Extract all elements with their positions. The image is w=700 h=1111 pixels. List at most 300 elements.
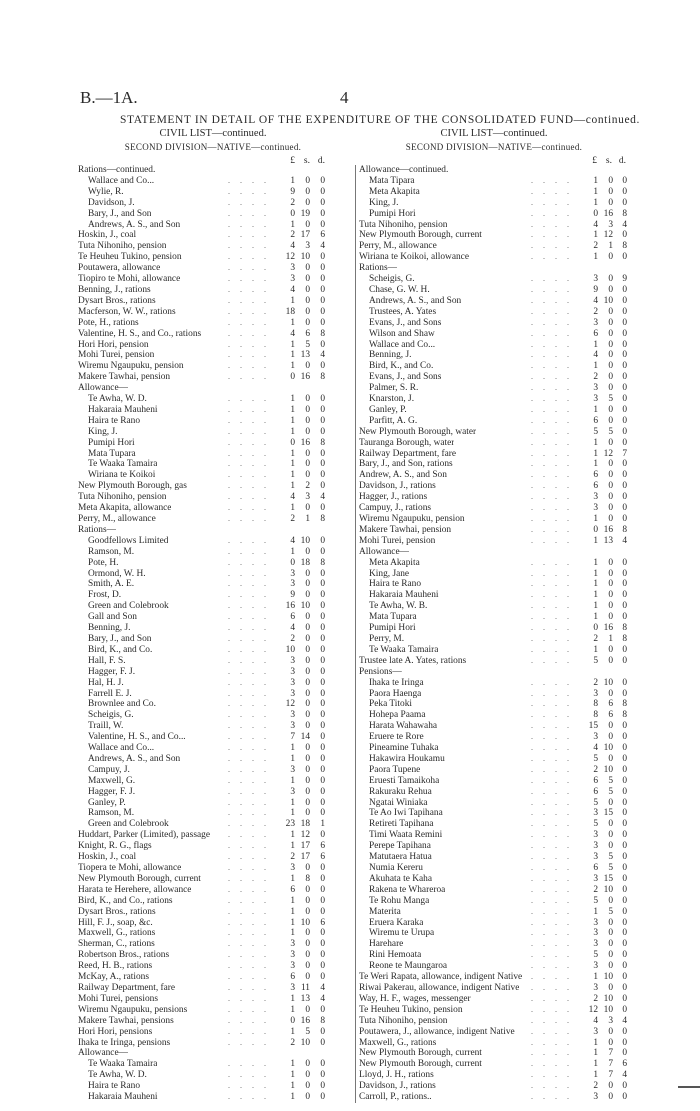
pence-value: 0 [622,873,627,884]
shillings-value: 0 [305,928,310,939]
leader-dots: . . . . [228,612,270,622]
pounds-value: 3 [290,764,295,775]
pounds-value: 1 [290,404,295,415]
pounds-value: 2 [593,306,598,317]
pence-value: 0 [320,219,325,230]
entry-name: Eruere te Rore [369,732,424,743]
shillings-value: 0 [305,415,310,426]
pence-value: 0 [320,1026,325,1037]
pounds-value: 3 [290,710,295,721]
shillings-value: 17 [300,841,310,852]
shillings-value: 5 [608,863,613,873]
entry-name: Andrews, A. S., and Son [88,753,181,764]
list-item [356,230,636,241]
pence-value: 0 [622,797,627,808]
shillings-value: 0 [305,688,310,699]
entry-name: Rakuraku Rehua [369,786,432,797]
list-item [78,547,351,558]
shillings-value: 0 [608,470,613,481]
leader-dots: . . . . [531,655,573,665]
entry-name: New Plymouth Borough, current [359,1059,482,1070]
entry-name: Maxwell, G., rations [359,1037,437,1048]
pence-value: 0 [622,295,627,306]
entry-name: Ihaka te Iringa, pensions [78,1037,171,1048]
shillings-value: 0 [608,655,613,666]
shillings-value: 0 [305,186,310,197]
list-item [78,863,351,874]
shillings-value: 0 [305,361,310,372]
list-item [78,350,351,361]
list-item [356,918,636,929]
entry-name: Wallace and Co... [88,175,155,186]
pence-value: 0 [320,601,325,612]
entry-name: Te Waaka Tamaira [88,459,158,470]
leader-dots: . . . . [531,1070,573,1080]
pence-value: 0 [622,655,627,666]
pence-value: 0 [320,448,325,459]
pounds-value: 1 [290,917,295,928]
entry-name: King, Jane [369,568,410,579]
shillings-value: 3 [305,492,310,503]
pence-value: 6 [622,1059,627,1070]
shillings-value: 15 [603,808,613,819]
shillings-value: 1 [608,241,613,252]
list-item [356,590,636,601]
shillings-value: 0 [305,863,310,873]
pounds-value: 4 [593,295,598,306]
leader-dots: . . . . [228,939,270,949]
pence-value: 0 [622,819,627,830]
pounds-value: 1 [290,1004,295,1015]
shillings-value: 11 [300,982,310,993]
leader-dots: . . . . [531,1015,573,1025]
pence-value: 0 [320,830,325,841]
pence-value: 0 [320,459,325,470]
leader-dots: . . . . [228,579,270,589]
pounds-value: 2 [290,852,295,863]
pounds-value: 6 [593,415,598,426]
shillings-value: 0 [608,197,613,208]
shillings-value: 13 [300,350,310,361]
leader-dots: . . . . [228,873,270,883]
entry-name: Knarston, J. [369,394,415,405]
entry-name: Hakaraia Mauheni [88,1092,158,1103]
shillings-value: 10 [300,252,310,263]
pence-value: 0 [320,775,325,786]
list-item [356,896,636,907]
leader-dots: . . . . [228,982,270,992]
list-item [78,383,351,394]
pounds-value: 4 [290,241,295,252]
shillings-value: 0 [608,361,613,372]
list-item [356,852,636,863]
shillings-value: 0 [608,917,613,928]
pence-value: 6 [320,852,325,863]
shillings-value: 0 [305,590,310,601]
list-item [356,361,636,372]
pence-value: 0 [622,426,627,437]
pence-value: 0 [622,982,627,993]
list-item [78,438,351,449]
pounds-value: 1 [290,1026,295,1037]
entry-name: Ihaka te Iringa [369,677,424,688]
leader-dots: . . . . [531,710,573,720]
list-item [356,808,636,819]
entry-name: Mohi Turei, pension [359,535,436,546]
pounds-value: 1 [593,972,598,983]
entry-name: Hill, F. J., soap, &c. [78,917,153,928]
pounds-value: 3 [290,863,295,873]
pence-value: 8 [622,524,627,535]
entry-name: Te Awha, W. D. [88,1070,147,1081]
pence-value: 0 [622,688,627,699]
entry-name: Wiremu te Urupa [369,928,435,939]
pence-value: 8 [320,372,325,383]
entry-name: Wiriana te Koikoi [88,470,156,481]
shillings-value: 0 [305,1081,310,1092]
pence-value: 8 [320,1015,325,1026]
list-item [356,252,636,263]
entry-name: Scheigis, G. [88,710,134,721]
list-item [78,569,351,580]
list-item [78,579,351,590]
pence-value: 0 [622,939,627,950]
leader-dots: . . . . [228,797,270,807]
pence-value: 4 [320,982,325,993]
list-item [356,841,636,852]
list-item [356,994,636,1005]
shillings-value: 3 [608,1015,613,1026]
list-item [78,961,351,972]
entry-name: Reone te Maungaroa [369,961,448,972]
pence-value: 0 [622,197,627,208]
list-item [78,220,351,231]
entry-name: Pumipi Hori [88,437,135,448]
pence-value: 4 [320,492,325,503]
entry-name: Te Ao Iwi Tapihana [369,808,443,819]
list-item [356,983,636,994]
leader-dots: . . . . [531,743,573,753]
leader-dots: . . . . [228,841,270,851]
leader-dots: . . . . [531,252,573,262]
list-item [356,470,636,481]
leader-dots: . . . . [228,448,270,458]
leader-dots: . . . . [228,753,270,763]
left-expenditure-column [78,165,351,1103]
list-item [356,481,636,492]
list-item [356,874,636,885]
shillings-value: 0 [305,764,310,775]
pounds-value: 0 [593,623,598,634]
list-item [78,612,351,623]
pence-value: 0 [622,394,627,405]
pounds-value: 15 [588,721,598,732]
shillings-value: 0 [305,721,310,732]
entry-name: Benning, J. [369,350,412,361]
entry-name: Wiremu Ngaupuku, pensions [78,1004,188,1015]
shillings-value: 0 [608,950,613,961]
shillings-header: s. [605,156,612,166]
entry-name: Parfitt, A. G. [369,415,418,426]
entry-name: Goodfellows Limited [88,535,169,546]
leader-dots: . . . . [531,1026,573,1036]
shillings-value: 0 [305,786,310,797]
entry-name: Tuta Nihoniho, pension [359,1015,448,1026]
list-item [78,503,351,514]
list-item [78,939,351,950]
shillings-value: 0 [305,1004,310,1015]
pounds-value: 3 [593,383,598,394]
pounds-value: 3 [593,688,598,699]
leader-dots: . . . . [531,841,573,851]
shillings-value: 5 [305,339,310,350]
shillings-value: 0 [608,601,613,612]
list-item [78,918,351,929]
shillings-value: 0 [305,219,310,230]
entry-name: Smith, A. E. [88,579,135,590]
list-item [356,329,636,340]
list-item [78,819,351,830]
list-item [356,263,636,274]
pence-value: 0 [320,808,325,819]
pence-value: 0 [622,372,627,383]
pounds-value: 12 [285,252,295,263]
pounds-value: 1 [593,437,598,448]
entry-name: Green and Colebrook [88,601,169,612]
left-column-heading: CIVIL LIST—continued. [159,128,267,139]
pence-value: 0 [320,317,325,328]
entry-name: Davidson, J., rations [359,1081,436,1092]
entry-name: King, J. [88,426,118,437]
list-item [78,896,351,907]
pounds-value: 2 [290,633,295,644]
list-item [356,176,636,187]
pounds-value: 1 [290,743,295,754]
pounds-value: 2 [593,372,598,383]
pounds-value: 3 [593,1092,598,1103]
list-item [78,525,351,536]
entry-name: Wiremu Ngaupuku, pension [78,361,184,372]
pence-value: 0 [622,404,627,415]
pence-value: 0 [622,808,627,819]
pounds-value: 3 [593,274,598,285]
entry-name: Allowance— [359,546,409,557]
shillings-value: 0 [608,732,613,743]
list-item [356,1048,636,1059]
pence-value: 0 [622,830,627,841]
list-item [78,590,351,601]
list-item [78,416,351,427]
pounds-value: 2 [593,993,598,1004]
shillings-value: 10 [300,535,310,546]
leader-dots: . . . . [228,514,270,523]
shillings-value: 10 [603,884,613,895]
shillings-value: 7 [608,1070,613,1081]
leader-dots: . . . . [531,982,573,992]
entry-name: Campuy, J. [88,764,130,775]
entry-name: Way, H. F., wages, messenger [359,993,471,1004]
shillings-value: 0 [608,557,613,568]
shillings-value: 0 [305,699,310,710]
list-item [356,601,636,612]
list-item [356,754,636,765]
right-column-subheading: SECOND DIVISION—NATIVE—continued. [405,142,583,152]
entry-name: New Plymouth Borough, current [359,230,482,241]
leader-dots: . . . . [531,623,573,633]
entry-name: King, J. [369,197,399,208]
list-item [356,830,636,841]
shillings-value: 0 [305,710,310,721]
pence-value: 0 [622,732,627,743]
shillings-value: 0 [608,503,613,514]
leader-dots: . . . . [228,590,270,600]
pence-value: 0 [320,252,325,263]
entry-name: Valentine, H. S., and Co., rations [78,328,202,339]
shillings-value: 0 [608,895,613,906]
shillings-value: 16 [603,623,613,634]
leader-dots: . . . . [228,950,270,960]
entry-name: Railway Department, fare [78,982,176,993]
pounds-value: 6 [593,863,598,873]
leader-dots: . . . . [531,306,573,316]
list-item [356,492,636,503]
leader-dots: . . . . [531,830,573,840]
list-item [78,252,351,263]
shillings-value: 0 [608,753,613,764]
pence-value: 0 [622,361,627,372]
shillings-value: 0 [608,404,613,415]
list-item [356,296,636,307]
list-item [78,907,351,918]
leader-dots: . . . . [531,503,573,513]
entry-name: Peka Titoki [369,699,412,710]
entry-name: Perry, M., allowance [359,241,437,252]
pounds-value: 1 [593,252,598,263]
pounds-value: 9 [290,186,295,197]
leader-dots: . . . . [531,884,573,894]
shillings-value: 16 [603,524,613,535]
pence-value: 0 [320,197,325,208]
list-item [78,841,351,852]
entry-name: Andrews, A. S., and Son [88,219,181,230]
shillings-value: 16 [603,208,613,219]
pence-value: 0 [320,535,325,546]
entry-name: Mata Tipara [369,175,415,186]
shillings-value: 0 [608,492,613,503]
pence-value: 8 [320,328,325,339]
shillings-value: 16 [300,372,310,383]
leader-dots: . . . . [228,481,270,491]
leader-dots: . . . . [531,415,573,425]
leader-dots: . . . . [228,274,270,284]
pence-value: 0 [320,404,325,415]
list-item [356,383,636,394]
pence-value: 0 [320,939,325,950]
leader-dots: . . . . [531,241,573,251]
shillings-value: 7 [608,1048,613,1059]
pence-value: 0 [320,394,325,405]
pence-value: 0 [622,743,627,754]
list-item [356,950,636,961]
pence-value: 0 [622,1048,627,1059]
shillings-value: 0 [305,1092,310,1103]
entry-name: Te Heuheu Tukino, pension [359,1004,463,1015]
leader-dots: . . . . [228,601,270,611]
leader-dots: . . . . [531,928,573,938]
statement-title: STATEMENT IN DETAIL OF THE EXPENDITURE OF THE CONSOLIDATED FUND—continued. [120,114,640,126]
entry-name: Pote, H. [88,557,119,568]
leader-dots: . . . . [531,950,573,960]
pounds-value: 0 [290,208,295,219]
shillings-value: 10 [603,295,613,306]
leader-dots: . . . . [228,372,270,382]
list-item [78,470,351,481]
pence-value: 0 [622,764,627,775]
list-item [78,209,351,220]
entry-name: Haira te Rano [369,579,422,590]
list-item [78,361,351,372]
entry-name: Trustee late A. Yates, rations [359,655,467,666]
shillings-value: 10 [603,1004,613,1015]
pence-value: 0 [622,568,627,579]
leader-dots: . . . . [228,241,270,251]
pounds-value: 5 [593,753,598,764]
list-item [78,928,351,939]
list-item [356,1059,636,1070]
shillings-value: 0 [608,841,613,852]
entry-name: Te Rohu Manga [369,895,430,906]
pence-value: 0 [622,252,627,263]
shillings-value: 0 [305,612,310,623]
leader-dots: . . . . [531,481,573,491]
shillings-value: 0 [608,961,613,972]
shillings-value: 0 [305,284,310,295]
list-item [356,569,636,580]
list-item [356,863,636,874]
pounds-value: 4 [290,328,295,339]
leader-dots: . . . . [228,808,270,818]
pounds-value: 4 [290,535,295,546]
leader-dots: . . . . [531,677,573,687]
leader-dots: . . . . [228,895,270,905]
shillings-value: 6 [608,699,613,710]
list-item [356,678,636,689]
pence-value: 0 [320,1004,325,1015]
pence-value: 0 [320,644,325,655]
shillings-value: 10 [603,993,613,1004]
right-column-heading: CIVIL LIST—continued. [440,128,548,139]
pence-value: 0 [622,503,627,514]
leader-dots: . . . . [228,884,270,894]
pounds-value: 1 [290,415,295,426]
list-item [78,1027,351,1038]
shillings-value: 6 [305,328,310,339]
list-item [356,928,636,939]
pounds-value: 1 [290,350,295,361]
pounds-value: 1 [593,644,598,655]
leader-dots: . . . . [531,797,573,807]
pounds-value: 3 [290,263,295,274]
pence-value: 0 [320,633,325,644]
pounds-value: 1 [593,906,598,917]
shillings-value: 0 [608,514,613,524]
pounds-value: 3 [593,492,598,503]
pounds-value: 3 [290,666,295,677]
page-identifier: B.—1A. [80,88,138,107]
pounds-value: 3 [290,274,295,285]
list-item [78,689,351,700]
shillings-value: 5 [608,786,613,797]
